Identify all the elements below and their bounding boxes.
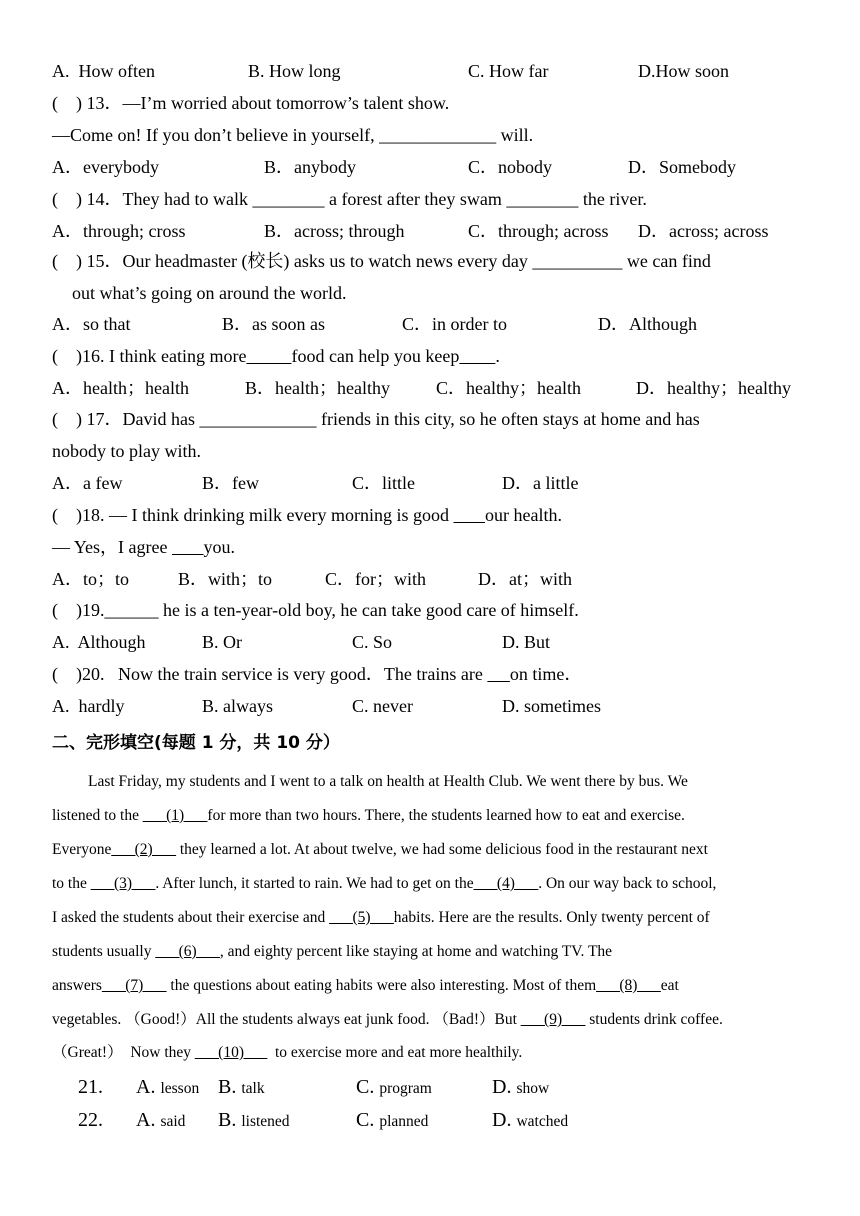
cloze-blank-10[interactable]: ___(10)___ [194,1044,268,1061]
q20-option-c: C. never [352,696,413,716]
q18-option-c: C．for；with [325,569,426,589]
q16-blank-1[interactable] [246,346,291,366]
q18-blank-2[interactable] [172,537,204,557]
q13-reply: —Come on! If you don’t believe in yourself, _____________ will. [52,125,534,145]
q18-option-a: A．to；to [52,569,130,589]
cloze-blank-3[interactable]: ___(3)___ [90,875,156,892]
q14-option-a: A．through; cross [52,221,186,241]
cloze-blank-5[interactable]: ___(5)___ [329,909,394,926]
q22-option-a: A. said [136,1109,186,1131]
passage-line-9: （Great!） Now they ___(10)___ to exercise more and eat more healthily. [52,1044,523,1061]
q17-option-c: C．little [352,473,415,493]
q19-option-d: D. But [502,632,551,652]
q16-option-a: A．health；health [52,378,189,398]
passage-line-5: I asked the students about their exercise and ___(5)___habits. Here are the results. Only twenty percent of [52,909,710,926]
q15-option-b: B．as soon as [222,314,325,334]
q14-stem: ( ) 14．They had to walk ________ a forest after they swam ________ the river. [52,189,647,209]
q16-stem: ( )16. I think eating more food can help you keep . [52,346,500,366]
q16-option-c: C．healthy；health [436,378,581,398]
q12-option-a: A. How often [52,61,155,81]
q15-option-d: D．Although [598,314,697,334]
q20-blank[interactable] [487,664,510,684]
section-heading-cloze: 二、完形填空(每题 1 分，共 10 分） [52,733,340,753]
q12-option-c: C. How far [468,61,549,81]
q15-stem: ( ) 15．Our headmaster (校长) asks us to watch news every day __________ we can find [52,251,711,271]
cloze-blank-4[interactable]: ___(4)___ [473,875,539,892]
q17-stem-continued: nobody to play with. [52,441,201,461]
passage-line-6: students usually ___(6)___, and eighty percent like staying at home and watching TV. The [52,943,613,960]
q14-option-c: C．through; across [468,221,609,241]
q17-stem: ( ) 17．David has _____________ friends in this city, so he often stays at home and has [52,409,700,429]
q18-reply: — Yes，I agree you. [52,537,235,557]
q18-stem: ( )18. — I think drinking milk every morning is good our health. [52,505,562,525]
passage-line-8: vegetables. （Good!）All the students always eat junk food. （Bad!）But ___(9)___ students drink coffee. [52,1011,723,1028]
q18-blank-1[interactable] [453,505,485,525]
q14-option-b: B．across; through [264,221,405,241]
q22-option-d: D. watched [492,1109,569,1131]
q13-option-b: B．anybody [264,157,356,177]
q19-option-c: C. So [352,632,393,652]
q18-option-d: D．at；with [478,569,572,589]
passage-line-1: Last Friday, my students and I went to a talk on health at Health Club. We went there by bus. We [88,773,688,790]
q17-option-b: B．few [202,473,259,493]
passage-line-4: to the ___(3)___. After lunch, it started to rain. We had to get on the___(4)___. On our way back to school, [52,875,717,892]
q15-option-c: C．in order to [402,314,507,334]
cloze-blank-9[interactable]: ___(9)___ [520,1011,586,1028]
q17-option-a: A．a few [52,473,123,493]
q13-option-d: D．Somebody [628,157,736,177]
q14-option-d: D．across; across [638,221,769,241]
passage-line-2: listened to the ___(1)___for more than two hours. There, the students learned how to eat and exercise. [52,807,685,824]
q18-option-b: B．with；to [178,569,273,589]
q20-option-a: A. hardly [52,696,125,716]
q22-option-b: B. listened [218,1109,290,1131]
q12-option-d: D.How soon [638,61,730,81]
q21-option-d: D. show [492,1076,550,1098]
q20-option-b: B. always [202,696,273,716]
q17-option-d: D．a little [502,473,579,493]
cloze-blank-2[interactable]: ___(2)___ [111,841,176,858]
q21-number: 21. [78,1076,103,1098]
q20-option-d: D. sometimes [502,696,601,716]
passage-line-3: Everyone___(2)___ they learned a lot. At about twelve, we had some delicious food in the restaurant next [52,841,708,858]
cloze-blank-1[interactable]: ___(1)___ [142,807,208,824]
q12-option-b: B. How long [248,61,341,81]
q16-blank-2[interactable] [459,346,495,366]
q15-option-a: A．so that [52,314,131,334]
q19-stem: ( )19.______ he is a ten-year-old boy, he can take good care of himself. [52,600,579,620]
cloze-blank-6[interactable]: ___(6)___ [155,943,220,960]
q19-option-a: A. Although [52,632,146,652]
cloze-blank-7[interactable]: ___(7)___ [101,977,167,994]
cloze-blank-8[interactable]: ___(8)___ [596,977,661,994]
q21-option-a: A. lesson [136,1076,200,1098]
q21-option-b: B. talk [218,1076,265,1098]
q22-option-c: C. planned [356,1109,429,1131]
q16-option-b: B．health；healthy [245,378,390,398]
q13-stem: ( ) 13．—I’m worried about tomorrow’s talent show. [52,93,450,113]
q16-option-d: D．healthy；healthy [636,378,791,398]
q21-option-c: C. program [356,1076,432,1098]
q20-stem: ( )20. Now the train service is very good．The trains are on time． [52,664,583,684]
q13-option-c: C．nobody [468,157,553,177]
q15-stem-continued: out what’s going on around the world. [72,283,347,303]
passage-line-7: answers___(7)___ the questions about eating habits were also interesting. Most of them___(8)___eat [52,977,679,994]
q19-option-b: B. Or [202,632,242,652]
q22-number: 22. [78,1109,103,1131]
q13-option-a: A．everybody [52,157,159,177]
